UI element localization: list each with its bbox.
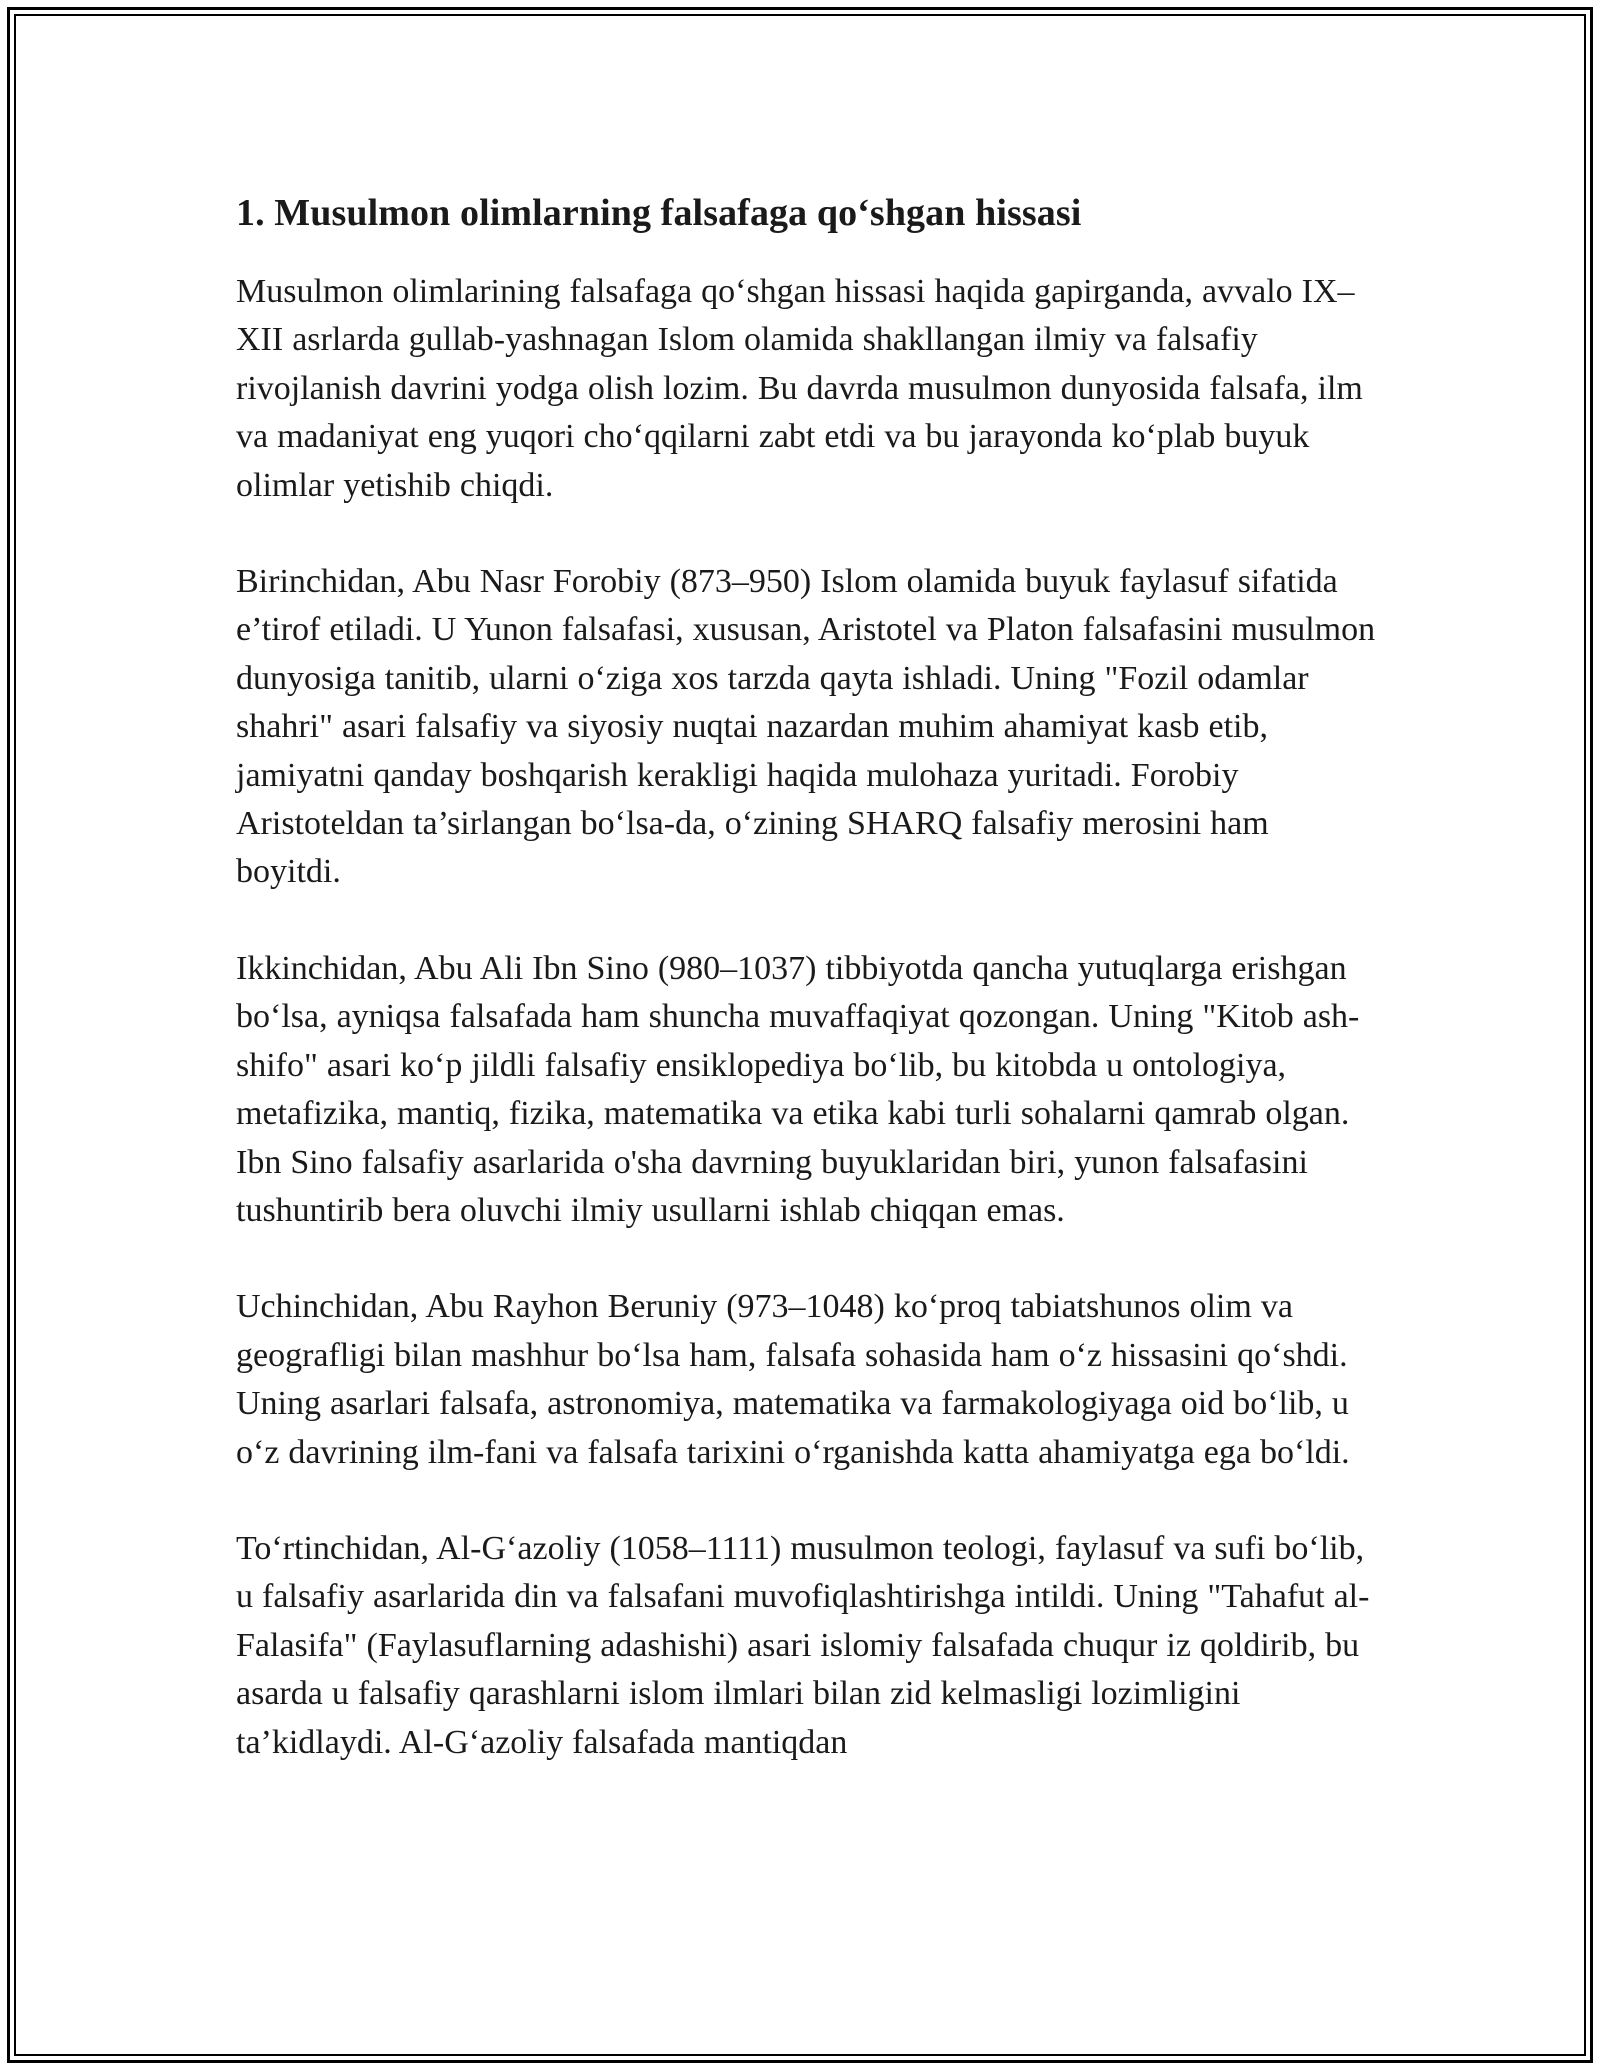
paragraph-intro: Musulmon olimlarining falsafaga qo‘shgan hissasi haqida gapirganda, avvalo IX–XII asrlarda gullab-yashnagan Islom olamida shakllangan ilmiy va falsafiy rivojlanish davrini yodga olish lozim. Bu davrda musulmon dunyosida falsafa, ilm va madaniyat eng yuqori cho‘qqilarni zabt etdi va bu jarayonda ko‘plab buyuk olimlar yetishib chiqdi.	[236, 273, 1363, 504]
paragraph-ibn-sino: Ikkinchidan, Abu Ali Ibn Sino (980–1037) tibbiyotda qancha yutuqlarga erishgan bo‘lsa, ayniqsa falsafada ham shuncha muvaffaqiyat qozongan. Uning "Kitob ash-shifo" asari ko‘p jildli falsafiy ensiklopediya bo‘lib, bu kitobda u ontologiya, metafizika, mantiq, fizika, matematika va etika kabi turli sohalarni qamrab olgan. Ibn Sino falsafiy asarlarida o'sha davrning buyuklaridan biri, yunon falsafasini tushuntirib bera oluvchi ilmiy usullarni ishlab chiqqan emas.	[236, 949, 1360, 1229]
paragraph-gazoliy: To‘rtinchidan, Al-G‘azoliy (1058–1111) musulmon teologi, faylasuf va sufi bo‘lib, u falsafiy asarlarida din va falsafani muvofiqlashtirishga intildi. Uning "Tahafut al-Falasifa" (Faylasuflarning adashishi) asari islomiy falsafada chuqur iz qoldirib, bu asarda u falsafiy qarashlarni islom ilmlari bilan zid kelmasligi lozimligini ta’kidlaydi. Al-G‘azoliy falsafada mantiqdan	[236, 1529, 1370, 1761]
paragraph-farabi: Birinchidan, Abu Nasr Forobiy (873–950) Islom olamida buyuk faylasuf sifatida e’tirof etiladi. U Yunon falsafasi, xususan, Aristotel va Platon falsafasini musulmon dunyosiga tanitib, ularni o‘ziga xos tarzda qayta ishladi. Uning "Fozil odamlar shahri" asari falsafiy va siyosiy nuqtai nazardan muhim ahamiyat kasb etib, jamiyatni qanday boshqarish kerakligi haqida mulohaza yuritadi. Forobiy Aristoteldan ta’sirlangan bo‘lsa-da, o‘zining SHARQ falsafiy merosini ham boyitdi.	[236, 563, 1376, 891]
paragraph-beruniy: Uchinchidan, Abu Rayhon Beruniy (973–1048) ko‘proq tabiatshunos olim va geografligi bilan mashhur bo‘lsa ham, falsafa sohasida ham o‘z hissasini qo‘shdi. Uning asarlari falsafa, astronomiya, matematika va farmakologiyaga oid bo‘lib, u o‘z davrining ilm-fani va falsafa tarixini o‘rganishda katta ahamiyatga ega bo‘ldi.	[236, 1288, 1350, 1471]
document-body	[236, 186, 1376, 1767]
section-heading: 1. Musulmon olimlarning falsafaga qo‘shgan hissasi	[236, 192, 1082, 234]
